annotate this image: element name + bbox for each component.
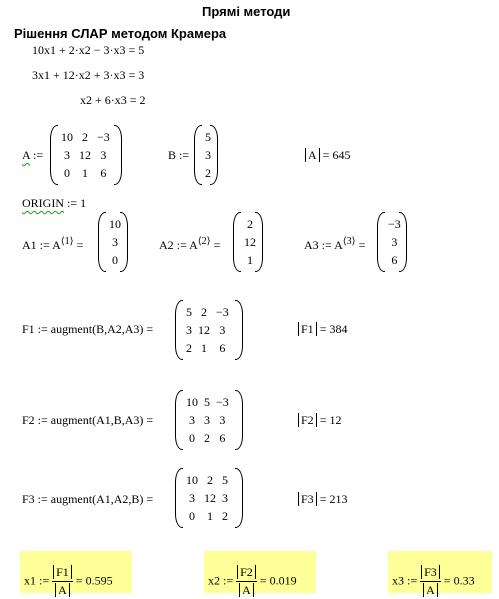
matrix-left-bracket	[98, 212, 106, 272]
equation-3[interactable]: x2 + 6·x3 = 2	[80, 93, 146, 107]
matrix-right-bracket	[235, 390, 243, 450]
a2-expression: A2 := A	[159, 238, 198, 252]
matrix-a	[50, 125, 122, 185]
matrix-cell: 10	[186, 395, 198, 409]
matrix-cell: 6	[219, 341, 226, 355]
assign-operator: :=	[179, 148, 190, 162]
equals-sign: =	[213, 238, 221, 252]
determinant-a[interactable]	[305, 148, 350, 163]
matrix-cell: 3	[391, 235, 398, 249]
origin-value: := 1	[67, 196, 87, 210]
matrix-cell: 12	[79, 148, 91, 162]
a3-superscript: ⟨3⟩	[342, 236, 356, 247]
matrix-cell: 2	[222, 509, 228, 523]
x1-lhs: x1 :=	[24, 573, 50, 588]
matrix-a-definition[interactable]	[22, 148, 43, 163]
x3-lhs: x3 :=	[392, 573, 418, 588]
det-f2-label: F2	[298, 413, 317, 427]
matrix-cell: 5	[186, 305, 192, 319]
matrix-cell: 10	[109, 217, 121, 231]
matrix-left-bracket	[175, 468, 183, 528]
f3-augment-expression[interactable]: F3 := augment(A1,A2,B) =	[22, 492, 154, 506]
column-a1-definition[interactable]	[22, 236, 83, 253]
matrix-cell: 10	[61, 130, 73, 144]
result-x3[interactable]	[388, 551, 492, 597]
column-a2-definition[interactable]	[159, 236, 220, 253]
matrix-cell: 6	[391, 253, 398, 267]
matrix-right-bracket	[114, 125, 122, 185]
determinant-f2[interactable]	[298, 413, 341, 428]
equation-2[interactable]: 3x1 + 12·x2 + 3·x3 = 3	[32, 68, 145, 82]
matrix-b	[194, 125, 218, 185]
matrix-cell: 3	[186, 323, 192, 337]
matrix-left-bracket	[377, 212, 385, 272]
matrix-cell: 3	[219, 323, 226, 337]
x3-denominator: A	[423, 583, 438, 597]
matrix-cell: 1	[207, 509, 213, 523]
det-a-label: A	[305, 148, 320, 162]
x3-numerator: F3	[421, 565, 440, 579]
matrix-a2	[233, 212, 263, 272]
matrix-cell: 12	[198, 323, 210, 337]
x1-fraction	[52, 565, 73, 598]
a1-expression: A1 := A	[22, 238, 61, 252]
column-a3-definition[interactable]	[304, 236, 365, 253]
f2-augment-expression[interactable]: F2 := augment(A1,B,A3) =	[22, 413, 154, 427]
matrix-right-bracket	[235, 300, 243, 360]
matrix-cell: 1	[82, 166, 88, 180]
matrix-left-bracket	[175, 300, 183, 360]
matrix-cell: 2	[82, 130, 88, 144]
matrix-cell: 0	[64, 166, 70, 180]
matrix-cell: 0	[189, 431, 195, 445]
matrix-cell: 3	[222, 491, 228, 505]
section-subtitle: Рішення СЛАР методом Крамера	[14, 26, 227, 41]
matrix-right-bracket	[255, 212, 263, 272]
matrix-cell: 5	[205, 130, 211, 144]
matrix-right-bracket	[235, 468, 243, 528]
matrix-cell: 3	[100, 148, 107, 162]
matrix-cell: −3	[216, 305, 229, 319]
matrix-cell: 2	[247, 217, 253, 231]
matrix-a-label: A	[22, 148, 31, 162]
matrix-cell: −3	[388, 217, 401, 231]
a2-superscript: ⟨2⟩	[197, 236, 211, 247]
f1-augment-expression[interactable]: F1 := augment(B,A2,A3) =	[22, 322, 154, 336]
matrix-cell: 2	[204, 431, 210, 445]
det-f1-label: F1	[298, 322, 317, 336]
matrix-cell: 5	[222, 473, 228, 487]
matrix-cell: 2	[205, 166, 211, 180]
matrix-cell: 1	[201, 341, 207, 355]
assign-operator: :=	[33, 148, 44, 162]
matrix-left-bracket	[233, 212, 241, 272]
matrix-right-bracket	[120, 212, 128, 272]
matrix-a3	[377, 212, 407, 272]
x2-value: = 0.019	[259, 573, 297, 588]
matrix-cell: 10	[186, 473, 198, 487]
matrix-cell: 6	[100, 166, 107, 180]
a1-superscript: ⟨1⟩	[60, 236, 74, 247]
matrix-left-bracket	[50, 125, 58, 185]
matrix-cell: 0	[112, 253, 118, 267]
determinant-f1[interactable]	[298, 322, 347, 337]
origin-keyword: ORIGIN	[22, 196, 64, 210]
matrix-cell: 2	[201, 305, 207, 319]
matrix-cell: 12	[244, 235, 256, 249]
matrix-cell: 2	[186, 341, 192, 355]
matrix-cell: 0	[189, 509, 195, 523]
equals-sign: =	[76, 238, 84, 252]
x1-numerator: F1	[53, 565, 72, 579]
matrix-cell: 2	[207, 473, 213, 487]
x2-denominator: A	[239, 583, 254, 597]
matrix-cell: 3	[219, 413, 226, 427]
result-x2[interactable]	[204, 551, 316, 597]
result-x1[interactable]	[20, 551, 132, 597]
matrix-cell: 3	[205, 148, 211, 162]
equals-sign: =	[358, 238, 366, 252]
det-f1-value: = 384	[319, 322, 348, 336]
matrix-cell: 3	[204, 413, 210, 427]
matrix-f1	[175, 300, 243, 360]
det-a-value: = 645	[322, 148, 351, 162]
matrix-left-bracket	[175, 390, 183, 450]
matrix-cell: 12	[204, 491, 216, 505]
determinant-f3[interactable]	[298, 492, 347, 507]
matrix-cell: −3	[216, 395, 229, 409]
x2-lhs: x2 :=	[208, 573, 234, 588]
x3-value: = 0.33	[443, 573, 475, 588]
matrix-cell: 3	[112, 235, 118, 249]
matrix-left-bracket	[194, 125, 202, 185]
det-f3-value: = 213	[319, 492, 348, 506]
a3-expression: A3 := A	[304, 238, 343, 252]
matrix-cell: 3	[189, 413, 195, 427]
matrix-cell: 3	[189, 491, 195, 505]
matrix-cell: 5	[204, 395, 210, 409]
x2-numerator: F2	[237, 565, 256, 579]
matrix-right-bracket	[399, 212, 407, 272]
origin-setting[interactable]	[22, 196, 86, 211]
equation-1[interactable]: 10x1 + 2·x2 − 3·x3 = 5	[32, 43, 145, 57]
matrix-cell: −3	[97, 130, 110, 144]
matrix-b-definition[interactable]	[168, 148, 189, 163]
matrix-f2	[175, 390, 243, 450]
page-title: Прямі методи	[202, 4, 291, 19]
matrix-b-label: B	[168, 148, 177, 162]
det-f2-value: = 12	[319, 413, 342, 427]
matrix-right-bracket	[210, 125, 218, 185]
matrix-cell: 6	[219, 431, 226, 445]
matrix-cell: 3	[64, 148, 70, 162]
x1-denominator: A	[55, 583, 70, 597]
matrix-f3	[175, 468, 243, 528]
x3-fraction	[420, 565, 441, 598]
matrix-a1	[98, 212, 128, 272]
det-f3-label: F3	[298, 492, 317, 506]
matrix-cell: 1	[247, 253, 253, 267]
x1-value: = 0.595	[75, 573, 113, 588]
x2-fraction	[236, 565, 257, 598]
